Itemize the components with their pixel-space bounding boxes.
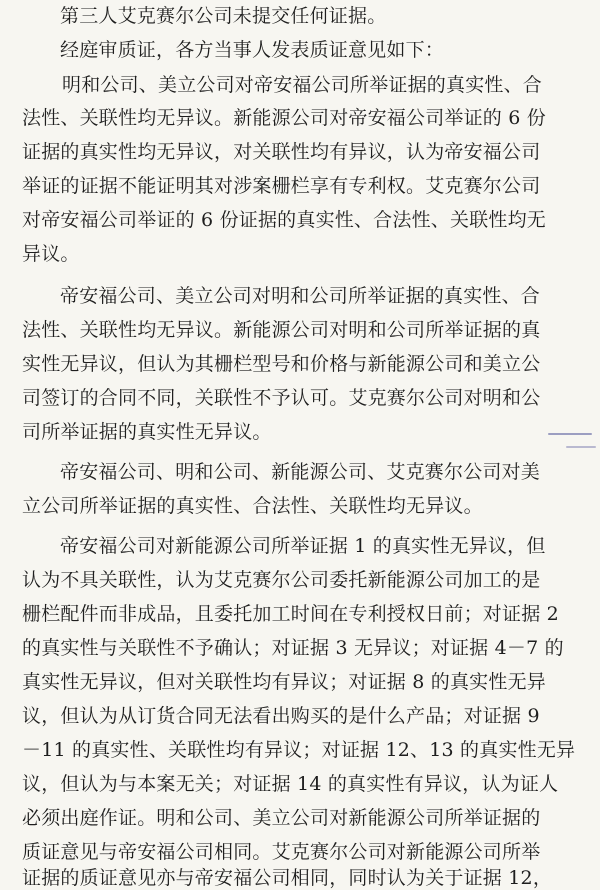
text-line: 栅栏配件而非成品，且委托加工时间在专利授权日前；对证据 2 bbox=[22, 603, 559, 625]
text-line: 经庭审质证，各方当事人发表质证意见如下： bbox=[60, 39, 445, 61]
text-line: 议，但认为与本案无关；对证据 14 的真实性有异议，认为证人 bbox=[22, 773, 559, 795]
text-line: 对帝安福公司举证的 6 份证据的真实性、合法性、关联性均无 bbox=[22, 209, 546, 231]
pen-mark bbox=[566, 446, 596, 448]
text-line: －11 的真实性、关联性均有异议；对证据 12、13 的真实性无异 bbox=[22, 739, 576, 761]
text-line: 质证意见与帝安福公司相同。艾克赛尔公司对新能源公司所举 bbox=[22, 841, 541, 863]
pen-mark bbox=[548, 433, 592, 435]
text-line: 司所举证据的真实性无异议。 bbox=[22, 421, 272, 443]
text-line: 证据的质证意见亦与帝安福公司相同，同时认为关于证据 12， bbox=[22, 867, 553, 889]
text-line: 法性、关联性均无异议。新能源公司对帝安福公司举证的 6 份 bbox=[22, 107, 546, 129]
text-line: 真实性无异议，但对关联性均有异议；对证据 8 的真实性无异 bbox=[22, 671, 546, 693]
text-line: 认为不具关联性，认为艾克赛尔公司委托新能源公司加工的是 bbox=[22, 569, 541, 591]
text-line: 举证的证据不能证明其对涉案栅栏享有专利权。艾克赛尔公司 bbox=[22, 175, 541, 197]
text-line: 的真实性与关联性不予确认；对证据 3 无异议；对证据 4－7 的 bbox=[22, 637, 564, 659]
text-line: 法性、关联性均无异议。新能源公司对明和公司所举证据的真 bbox=[22, 319, 541, 341]
text-line: 司签订的合同不同，关联性不予认可。艾克赛尔公司对明和公 bbox=[22, 387, 541, 409]
text-line: 明和公司、美立公司对帝安福公司所举证据的真实性、合 bbox=[62, 74, 543, 96]
text-line: 证据的真实性均无异议，对关联性均有异议，认为帝安福公司 bbox=[22, 141, 541, 163]
text-line: 实性无异议，但认为其栅栏型号和价格与新能源公司和美立公 bbox=[22, 353, 541, 375]
text-line: 帝安福公司对新能源公司所举证据 1 的真实性无异议，但 bbox=[60, 535, 546, 557]
text-line: 第三人艾克赛尔公司未提交任何证据。 bbox=[60, 5, 387, 27]
text-line: 立公司所举证据的真实性、合法性、关联性均无异议。 bbox=[22, 495, 483, 517]
text-line: 帝安福公司、美立公司对明和公司所举证据的真实性、合 bbox=[60, 285, 541, 307]
text-line: 帝安福公司、明和公司、新能源公司、艾克赛尔公司对美 bbox=[60, 461, 541, 483]
text-line: 议，但认为从订货合同无法看出购买的是什么产品；对证据 9 bbox=[22, 705, 540, 727]
text-line: 异议。 bbox=[22, 243, 80, 265]
text-line: 必须出庭作证。明和公司、美立公司对新能源公司所举证据的 bbox=[22, 807, 541, 829]
